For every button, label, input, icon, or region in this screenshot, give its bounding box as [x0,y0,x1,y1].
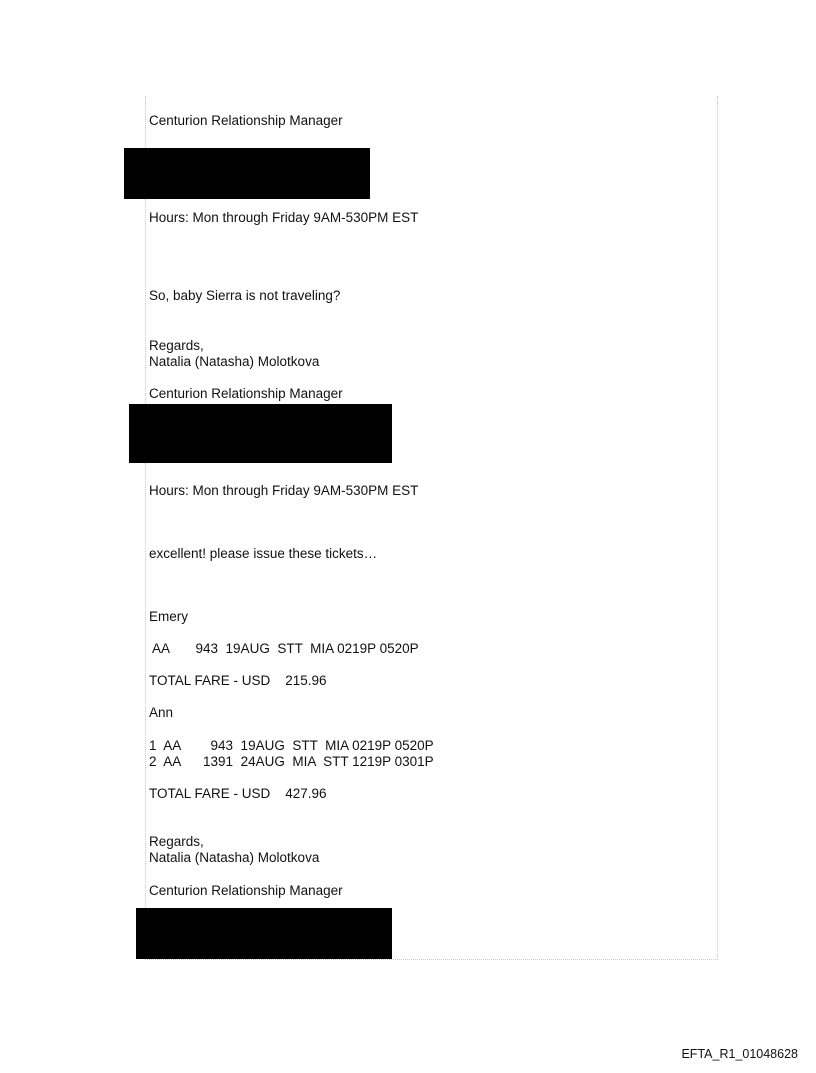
passenger-name: Ann [149,705,174,720]
total-fare: TOTAL FARE - USD 215.96 [149,673,327,688]
signature-title: Centurion Relationship Manager [149,883,343,898]
flight-segment: 1 AA 943 19AUG STT MIA 0219P 0520P [149,738,434,753]
total-fare: TOTAL FARE - USD 427.96 [149,786,327,801]
signature-title: Centurion Relationship Manager [149,386,343,401]
regards-text: Regards, [149,338,204,353]
document-id: EFTA_R1_01048628 [681,1047,798,1061]
regards-text: Regards, [149,834,204,849]
redaction-box [129,404,392,463]
signature-hours: Hours: Mon through Friday 9AM-530PM EST [149,483,419,498]
sender-name: Natalia (Natasha) Molotkova [149,850,320,865]
redaction-box [136,908,392,959]
message-body: So, baby Sierra is not traveling? [149,288,341,303]
flight-segment: 2 AA 1391 24AUG MIA STT 1219P 0301P [149,754,434,769]
passenger-name: Emery [149,609,189,624]
signature-title: Centurion Relationship Manager [149,113,343,128]
sender-name: Natalia (Natasha) Molotkova [149,354,320,369]
redaction-box [124,148,370,199]
flight-segment: AA 943 19AUG STT MIA 0219P 0520P [149,641,419,656]
message-body: excellent! please issue these tickets… [149,546,378,561]
signature-hours: Hours: Mon through Friday 9AM-530PM EST [149,210,419,225]
